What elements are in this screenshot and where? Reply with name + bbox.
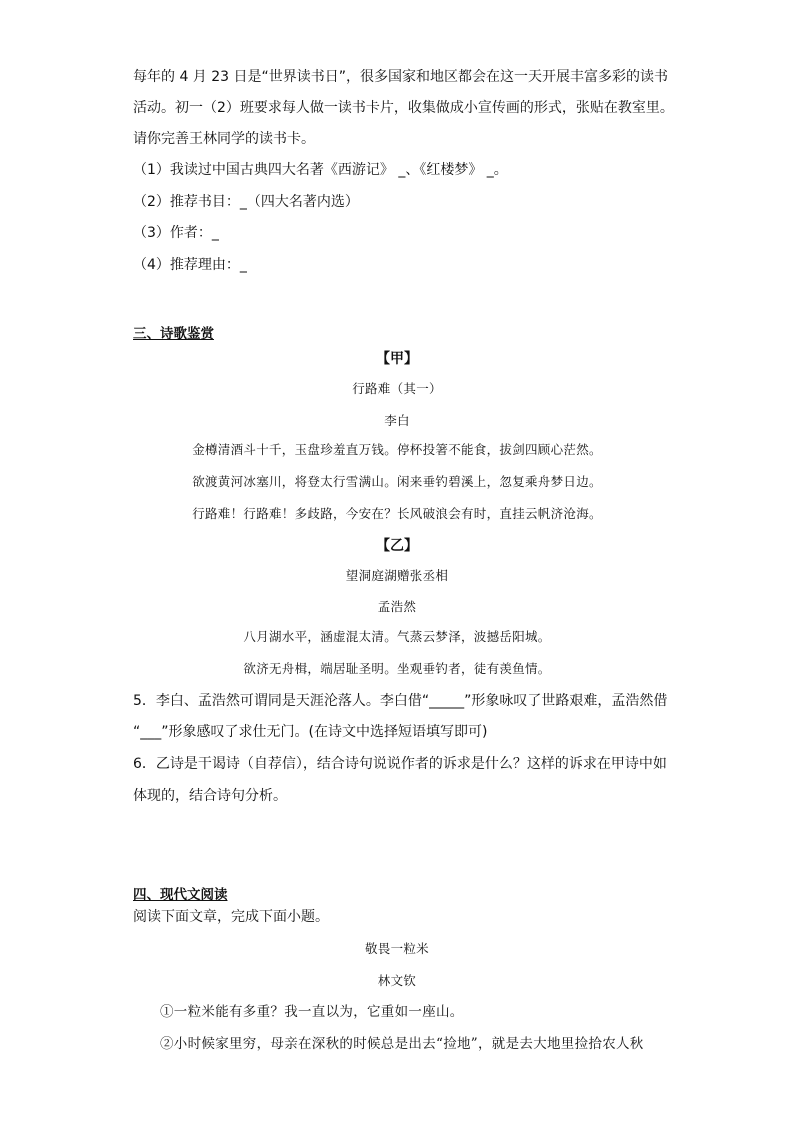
poem-a-line-3: 行路难！行路难！多歧路，今安在？长风破浪会有时，直挂云帆济沧海。 (192, 506, 602, 521)
poem-a-line-1: 金樽清酒斗十千，玉盘珍羞直万钱。停杯投箸不能食，拔剑四顾心茫然。 (192, 442, 602, 457)
poem-b-author: 孟浩然 (377, 599, 417, 614)
intro-line-3: 请你完善王林同学的读书卡。 (133, 131, 315, 147)
article-paragraph-1: ①一粒米能有多重？我一直以为，它重如一座山。 (160, 1004, 464, 1020)
reading-card-item-3: （3）作者：_ (133, 225, 219, 241)
reading-card-item-2: （2）推荐书目：_（四大名著内选） (133, 194, 359, 210)
poem-a-author: 李白 (384, 413, 410, 428)
poem-a-title: 行路难（其一） (352, 381, 442, 396)
intro-line-2: 活动。初一（2）班要求每人做一读书卡片，收集做成小宣传画的形式，张贴在教室里。 (133, 100, 674, 116)
question-6-line-2: 体现的，结合诗句分析。 (133, 788, 287, 804)
poem-b-line-1: 八月湖水平，涵虚混太清。气蒸云梦泽，波撼岳阳城。 (243, 629, 551, 644)
reading-card-item-1: （1）我读过中国古典四大名著《西游记》 _、《红楼梦》 _。 (133, 162, 508, 178)
section-4-instruction: 阅读下面文章，完成下面小题。 (133, 909, 329, 925)
article-author: 林文钦 (377, 973, 417, 988)
section-4-title: 四、现代文阅读 (133, 887, 228, 903)
question-5-line-1: 5．李白、孟浩然可谓同是天涯沦落人。李白借“_____”形象咏叹了世路艰难，孟浩然借 (133, 693, 668, 709)
poem-b-title: 望洞庭湖赠张丞相 (345, 568, 449, 583)
article-paragraph-2: ②小时候家里穷，母亲在深秋的时候总是出去“捡地”，就是去大地里捡拾农人秋 (160, 1036, 644, 1052)
poem-b-label: 【乙】 (376, 538, 418, 554)
question-6-line-1: 6．乙诗是干谒诗（自荐信），结合诗句说说作者的诉求是什么？这样的诉求在甲诗中如 (133, 756, 667, 772)
intro-line-1: 每年的 4 月 23 日是“世界读书日”，很多国家和地区都会在这一天开展丰富多彩的读书 (133, 69, 669, 85)
reading-card-item-4: （4）推荐理由：_ (133, 257, 247, 273)
article-title: 敬畏一粒米 (364, 941, 429, 956)
section-3-title: 三、诗歌鉴赏 (133, 326, 214, 342)
poem-b-line-2: 欲济无舟楫，端居耻圣明。坐观垂钓者，徒有羡鱼情。 (243, 661, 551, 676)
poem-a-label: 【甲】 (376, 351, 418, 367)
question-5-line-2: “___”形象感叹了求仕无门。(在诗文中选择短语填写即可) (133, 724, 488, 740)
poem-a-line-2: 欲渡黄河冰塞川，将登太行雪满山。闲来垂钓碧溪上，忽复乘舟梦日边。 (192, 474, 602, 489)
